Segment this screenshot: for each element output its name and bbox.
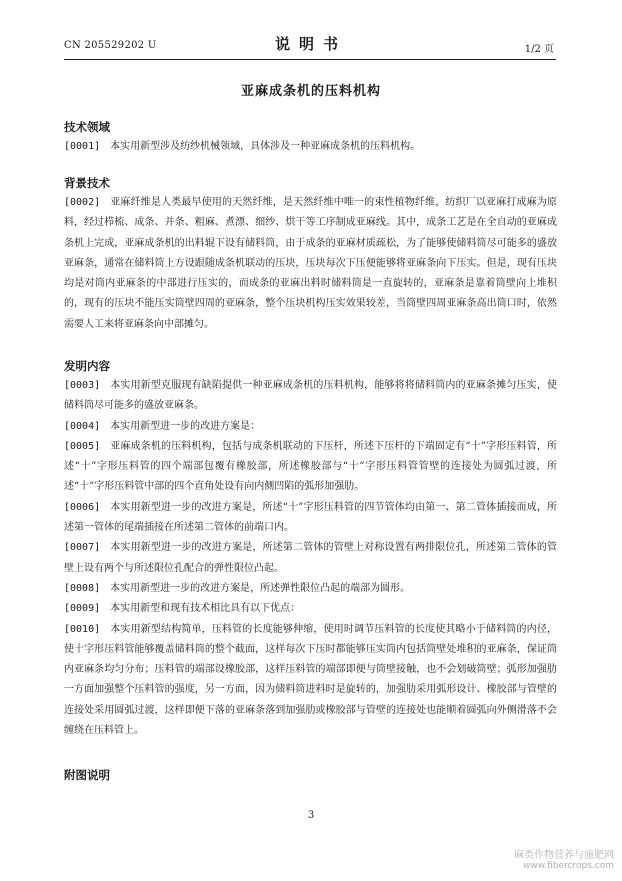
paragraph-text: 本实用新型进一步的改进方案是：: [110, 420, 261, 432]
paragraph-number: [0005]: [64, 440, 101, 452]
section-heading: 背景技术: [64, 176, 110, 190]
paragraph-number: [0009]: [64, 603, 101, 615]
paragraph-0009: [64, 599, 557, 619]
paragraph-text: 本实用新型和现有技术相比具有以下优点：: [110, 603, 301, 615]
paragraph-text: 亚麻纤维是人类最早使用的天然纤维，是天然纤维中唯一的束性植物纤维，纺织厂以亚麻打成麻为原料，经过栉梳、成条、并条、粗麻、煮漂、细纱、烘干等工序制成亚麻线。其中，成条工艺是在全自动的亚麻成条机上完成，亚麻成条机的出料辊下设有储料筒，由于成条的亚麻材质疏松，为了能够使储料筒尽可能多的盛放亚麻条，通常在储料筒上方设跟随成条机联动的压块，压块每次下压便能够将亚麻条向下压实。但是，现有压块均是对筒内亚麻条的中部进行压实的，而成条的亚麻出料时储料筒是一直旋转的，亚麻条是靠着筒壁向上堆积的，现有的压块不能压实筒壁四周的亚麻条，整个压块机构压实效果较差，当筒壁四周亚麻条高出筒口时，依然需要人工来将亚麻条向中部摊匀。: [64, 197, 557, 330]
paragraph-0010: [64, 620, 557, 742]
paragraph-number: [0007]: [64, 542, 101, 554]
paragraph-text: 本实用新型进一步的改进方案是，所述弹性限位凸起的端部为圆形。: [110, 582, 411, 594]
paragraph-0008: [64, 579, 557, 599]
watermark-text: 麻类作物营养与施肥网: [514, 850, 614, 861]
paragraph-number: [0010]: [64, 623, 101, 635]
publication-number: CN 205529202 U: [64, 40, 157, 51]
section-drawings: [64, 765, 557, 785]
paragraph-text: 本实用新型涉及纺纱机械领域，具体涉及一种亚麻成条机的压料机构。: [110, 141, 421, 152]
paragraph-number: [0001]: [64, 141, 101, 152]
paragraph-number: [0003]: [64, 380, 101, 391]
paragraph-text: 亚麻成条机的压料机构，包括与成条机联动的下压杆，所述下压杆的下端固定有“十”字形压料管，所述“十”字形压料管的四个端部包覆有橡胶部，所述橡胶部与“十”字形压料管管壁的连接处为圆弧过渡，所述“十”字形压料管中部的四个直角处设有向内侧凹陷的弧形加强肋。: [64, 440, 557, 493]
paragraph-0003: [64, 376, 557, 417]
paragraph-0002: [64, 193, 557, 335]
paragraph-text: 本实用新型结构简单，压料管的长度能够伸缩，使用时调节压料管的长度使其略小于储料筒的内径，使十字形压料管能够覆盖储料筒的整个截面，这样每次下压时都能够压实筒内包括筒壁处堆积的亚麻条，保证筒内亚麻条均匀分布；压料管的端部设橡胶部，这样压料管的端部即便与筒壁接触，也不会划破筒壁；弧形加强肋一方面加强整个压料管的强度，另一方面，因为储料筒进料时是旋转的，加强肋采用弧形设计、橡胶部与管壁的连接处采用圆弧过渡，这样即便下落的亚麻条落到加强肋或橡胶部与管壁的连接处也能顺着圆弧向外侧滑落不会缠绕在压料管上。: [64, 623, 557, 737]
paragraph-number: [0002]: [64, 197, 101, 208]
paragraph-0007: [64, 538, 557, 579]
paragraph-0006: [64, 498, 557, 539]
watermark-url: www.fibercrops.com: [523, 861, 614, 871]
paragraph-0001: [64, 137, 557, 157]
section-summary: [64, 356, 557, 741]
document-title: 亚麻成条机的压料机构: [240, 84, 381, 99]
paragraph-0004: [64, 417, 557, 437]
paragraph-text: 本实用新型进一步的改进方案是，所述第二管体的管壁上对称设置有两排限位孔，所述第二管体的管壁上设有两个与所述限位孔配合的弹性限位凸起。: [64, 542, 557, 574]
paragraph-number: [0004]: [64, 420, 101, 432]
paragraph-text: 本实用新型进一步的改进方案是，所述“十”字形压料管的四节管体均由第一、第二管体插接而成，所述第一管体的尾端插接在所述第二管体的前端口内。: [64, 501, 557, 534]
paragraph-0005: [64, 437, 557, 498]
paragraph-text: 本实用新型克服现有缺陷提供一种亚麻成条机的压料机构，能够将将储料筒内的亚麻条摊匀压实，使储料筒尽可能多的盛放亚麻条。: [64, 380, 557, 412]
header-rule: [64, 59, 556, 60]
page-info: 1/2 页: [524, 44, 554, 55]
section-background: [64, 173, 557, 335]
section-technical-field: [64, 117, 557, 157]
section-heading: 附图说明: [64, 768, 110, 782]
paragraph-number: [0008]: [64, 582, 101, 594]
page-number: 3: [307, 810, 315, 821]
paragraph-number: [0006]: [64, 501, 101, 513]
site-watermark: [514, 846, 614, 871]
section-heading: 技术领域: [64, 120, 110, 134]
section-heading: 发明内容: [64, 359, 110, 373]
header-title: 说明书: [274, 35, 347, 53]
